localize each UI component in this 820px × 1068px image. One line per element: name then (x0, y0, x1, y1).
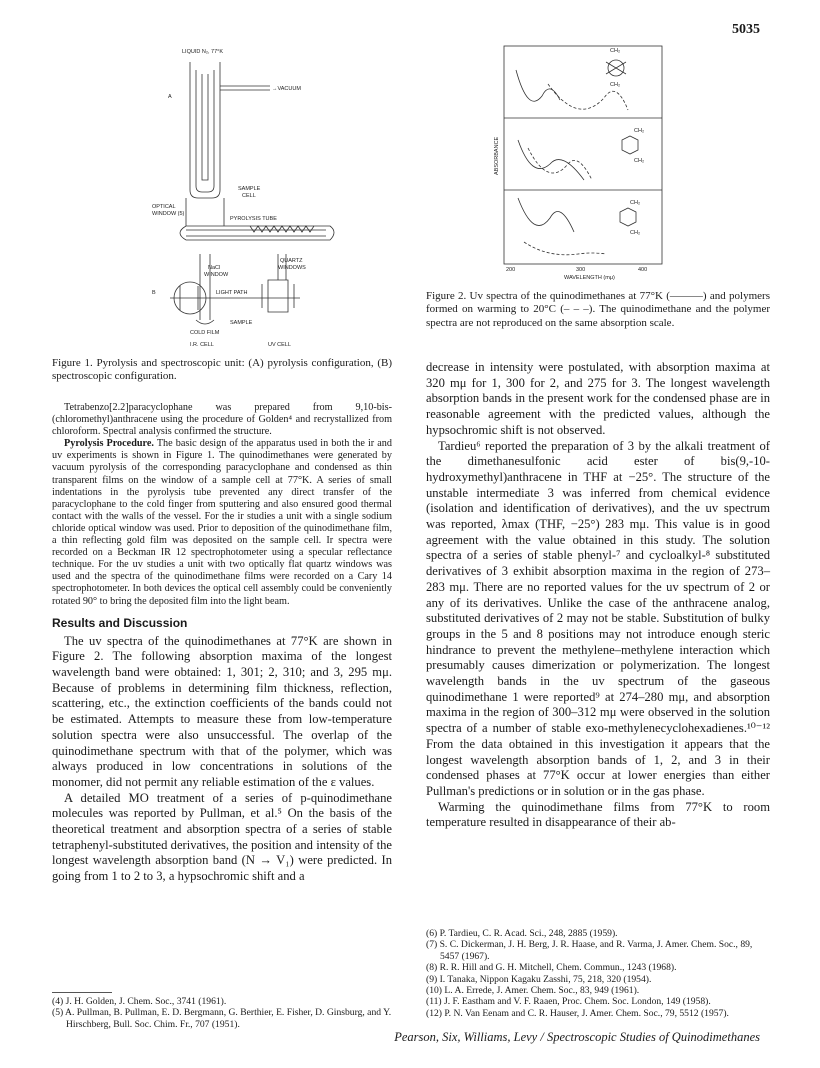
results-text (52, 634, 392, 885)
label-ch2-top-a: CH₂ (610, 48, 621, 54)
label-ir-cell: I.R. CELL (190, 342, 214, 348)
footnote-11: (11) J. F. Eastham and V. F. Raaen, Proc. Chem. Soc. London, 149 (1958). (426, 996, 711, 1008)
results-heading: Results and Discussion (52, 615, 188, 630)
footnote-10: (10) L. A. Errede, J. Amer. Chem. Soc., 83, 949 (1961). (426, 985, 640, 997)
figure-1-caption: Figure 1. Pyrolysis and spectroscopic unit: (A) pyrolysis configuration, (B) spectroscopic configuration. (52, 357, 392, 383)
running-footer: Pearson, Six, Williams, Levy / Spectroscopic Studies of Quinodimethanes (394, 1030, 760, 1044)
footnote-12: (12) P. N. Van Eenam and C. R. Hauser, J. Amer. Chem. Soc., 79, 5512 (1957). (426, 1007, 729, 1019)
label-liquid-n2: LIQUID N₂, 77°K (182, 49, 224, 55)
experimental-paragraph-2 (52, 438, 392, 607)
results-paragraph-2: A detailed MO treatment of a series of p-quinodimethane molecules was reported by Pullman, et al.⁵ On the basis of the theoretical treatment and absorption spectra of a series of stable tetraphenyl-substituted derivatives, the position and intensity of the longest wavelength absorption band (N → V₁) were predicted. In going from 1 to 2 to 3, a hypsochromic shift and a (52, 790, 392, 884)
experimental-paragraph-1: Tetrabenzo[2.2]paracyclophane was prepared from 9,10-bis-(chloromethyl)anthracene using the procedure of Golden⁴ and recrystallized from chloroform. Spectral analysis confirmed the structure. (52, 402, 392, 438)
footnote-6: (6) P. Tardieu, C. R. Acad. Sci., 248, 2885 (1959). (426, 928, 618, 939)
right-paragraph-3: Warming the quinodimethane films from 77°K to room temperature resulted in disappearance of their ab- (426, 799, 770, 830)
y-axis-label: ABSORBANCE (494, 136, 500, 175)
results-paragraph-1: The uv spectra of the quinodimethanes at 77°K are shown in Figure 2. The following absorption maxima of the longest wavelength band were obtained: 1, 301; 2, 310; and 3, 295 mμ. Because of problems in determining film thickness, reflection, scattering, etc., the extinction coefficients of the bands could not be estimated. Attempts to measure these from low-temperature solution spectra were also unsuccessful. The overlap of the quinodimethane spectrum with that of the polymer, which was always produced in low concentrations in solutions of the monomer, did not permit any reliable estimation of the ε values. (52, 633, 392, 789)
experimental-section (52, 402, 392, 608)
footnote-rule-left (52, 992, 112, 993)
footnotes-left (52, 996, 392, 1030)
uv-spectra-plot (488, 40, 668, 280)
tick-300: 300 (576, 267, 586, 273)
label-panel-b: B (152, 290, 156, 296)
label-cold-film: COLD FILM (190, 330, 220, 336)
footnote-4: (4) J. H. Golden, J. Chem. Soc., 3741 (1961). (52, 996, 227, 1007)
label-sample: SAMPLE (230, 320, 253, 326)
label-sample-cell-2: CELL (242, 193, 256, 199)
label-ch2-mid-a: CH₂ (634, 128, 645, 134)
label-optical-2: WINDOW (5) (152, 211, 185, 217)
label-quartz-2: WINDOWS (278, 265, 306, 271)
label-optical-1: OPTICAL (152, 204, 176, 210)
figure-2 (488, 40, 668, 280)
tick-200: 200 (506, 267, 516, 273)
label-ch2-bot-b: CH₂ (630, 230, 641, 236)
label-nacl-1: NaCl (208, 265, 221, 271)
footnote-8: (8) R. R. Hill and G. H. Mitchell, Chem. Commun., 1243 (1968). (426, 962, 677, 974)
right-paragraph-2: Tardieu⁶ reported the preparation of 3 by the alkali treatment of the dimethanesulfonic acid ester of bis(9,-10-hydroxymethyl)anthracene in THF at −25°. The structure of the unstable intermediate 3 was inferred from chemical evidence (isolation and identification of derivatives), and the uv spectrum was reported, λmax (THF, −25°) 283 mμ. This value is in good agreement with the value obtained in this study. The solution spectra of a series of stable phenyl-⁷ and cycloalkyl-⁸ substituted derivatives of 3 exhibit absorption maxima in the region of 273–283 mμ. There are no reported values for the uv spectrum of 2 or any of its derivatives. Unlike the case of the anthracene analog, substituted derivatives of 2 may not be stable. Substitution of bulky groups in the 5 and 8 positions may not introduce enough steric hindrance to prevent the methylene–methylene interaction which presumably causes dimerization or polymerization. The longest wavelength bands in the uv spectrum of the gaseous quinodimethane 1 were reported⁹ at 274–280 mμ, and absorption maxima in the region of 300–312 mμ were observed in the solution spectra of a number of stable exo-methylenecyclohexadienes.¹⁰⁻¹² From the data obtained in this investigation it appears that the longest wavelength absorption bands of 1, 2, and 3 in their condensed phases at 77°K occur at lower energies than either Pullman's predictions or in solution or in the gas phase. (426, 438, 770, 798)
right-paragraph-1: decrease in intensity were postulated, with absorption maxima at 320 mμ for 1, 300 for 2, and 275 for 3. The longest wavelength absorption bands in the present work for the condensed phase are in reasonable agreement with the predicted values, although the hypsochromic shift is not observed. (426, 360, 770, 437)
label-light-path: LIGHT PATH (216, 290, 248, 296)
label-vacuum: →VACUUM (272, 86, 301, 92)
label-pyrolysis-tube: PYROLYSIS TUBE (230, 216, 277, 222)
apparatus-drawing (150, 40, 350, 352)
figure-2-caption: Figure 2. Uv spectra of the quinodimethanes at 77°K (———) and polymers formed on warming to 20°C (– – –). The quinodimethane and the polymer spectra are not reproduced on the same absorption scale. (426, 290, 770, 329)
x-axis-label: WAVELENGTH (mμ) (564, 275, 615, 280)
label-ch2-bot-a: CH₂ (630, 200, 641, 206)
footnotes-right (426, 928, 770, 1019)
left-column (52, 402, 392, 885)
tick-400: 400 (638, 267, 648, 273)
label-quartz-1: QUARTZ (280, 258, 303, 264)
label-panel-a: A (168, 94, 172, 100)
label-ch2-top-b: CH₂ (610, 82, 621, 88)
footnote-9: (9) I. Tanaka, Nippon Kagaku Zasshi, 75, 218, 320 (1954). (426, 973, 652, 985)
footnote-5: (5) A. Pullman, B. Pullman, E. D. Bergmann, G. Berthier, E. Fisher, D. Ginsburg, and Y. Hirschberg, Bull. Soc. Chim. Fr., 707 (1951). (52, 1007, 392, 1030)
pyrolysis-procedure-text: The basic design of the apparatus used in both the ir and uv experiments is shown in Figure 1. The quinodimethanes were generated by vacuum pyrolysis of the corresponding paracyclophane and condensed as thin transparent films on the window of a sample cell at 77°K. A series of small indentations in the pyrolysis tube prevented any direct transfer of the paracyclophane to the cold finger from sputtering and also ensured good thermal contact with the walls of the vessel. For the ir studies a unit with a single sodium chloride optical window was used. Prior to deposition of the quinodimethane film, a thin reflecting gold film was deposited on the sample cell. Ir spectra were recorded on a Beckman IR 12 spectrophotometer using a specular reflectance technique. For the uv studies a unit with two optically flat quartz windows was used and the spectra of the quinodimethane films were recorded on a Cary 14 spectrophotometer. In both devices the optical cell assembly could be conveniently rotated 90° to bring the deposited film into the light beam. (52, 438, 392, 607)
label-sample-cell-1: SAMPLE (238, 186, 261, 192)
right-column (426, 360, 770, 831)
pyrolysis-procedure-heading: Pyrolysis Procedure. (64, 438, 154, 450)
figure-1 (150, 40, 350, 352)
footnote-7: (7) S. C. Dickerman, J. H. Berg, J. R. Haase, and R. Varma, J. Amer. Chem. Soc., 89, 5457 (1967). (426, 939, 753, 962)
label-nacl-2: WINDOW (204, 272, 229, 278)
label-uv-cell: UV CELL (268, 342, 291, 348)
page-number: 5035 (732, 22, 760, 37)
label-ch2-mid-b: CH₂ (634, 158, 645, 164)
